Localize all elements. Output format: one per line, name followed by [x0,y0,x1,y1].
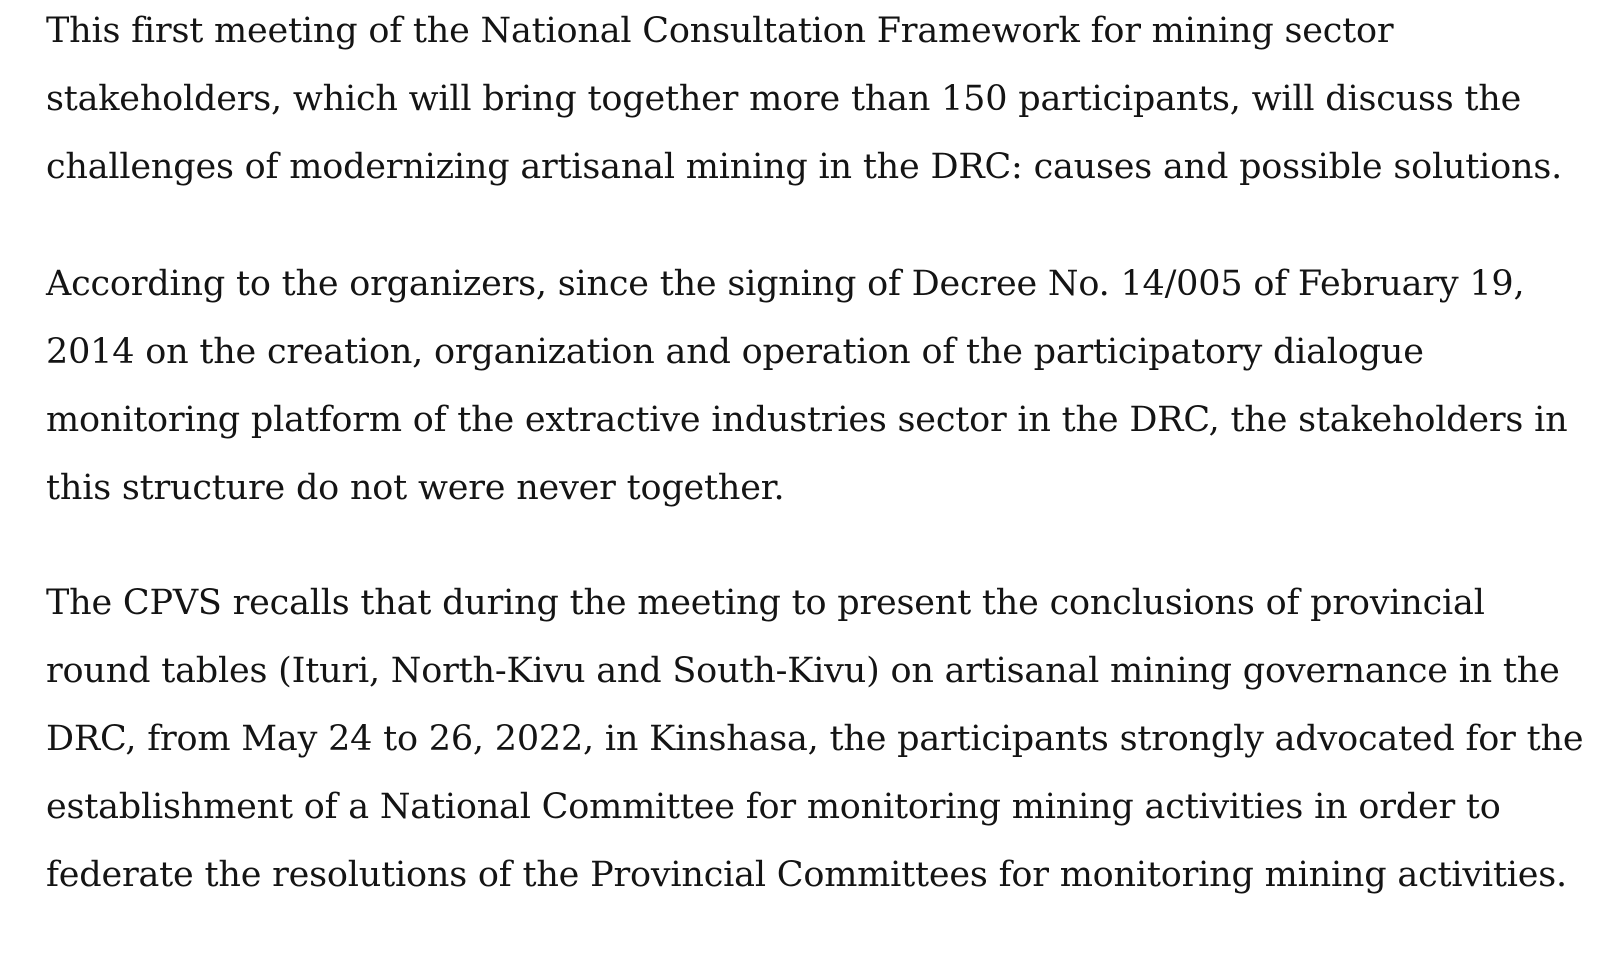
paragraph-meeting-intro: This first meeting of the National Consultation Framework for mining sector stakeholders, which will bring together more than 150 participants, will discuss the challenges of modernizing artisanal mining in the DRC: causes and possible solutions. [46,11,1563,187]
paragraph-cpvs-recall: The CPVS recalls that during the meeting to present the conclusions of provincial round tables (Ituri, North-Kivu and South-Kivu) on artisanal mining governance in the DRC, from May 24 to 26, 2022, in Kinshasa, the participants strongly advocated for the establishment of a National Committee for monitoring mining activities in order to federate the resolutions of the Provincial Committees for monitoring mining activities. [46,583,1584,895]
paragraph-organizers-decree: According to the organizers, since the signing of Decree No. 14/005 of February 19, 2014 on the creation, organization and operation of the participatory dialogue monitoring platform of the extractive industries sector in the DRC, the stakeholders in this structure do not were never together. [46,264,1568,508]
